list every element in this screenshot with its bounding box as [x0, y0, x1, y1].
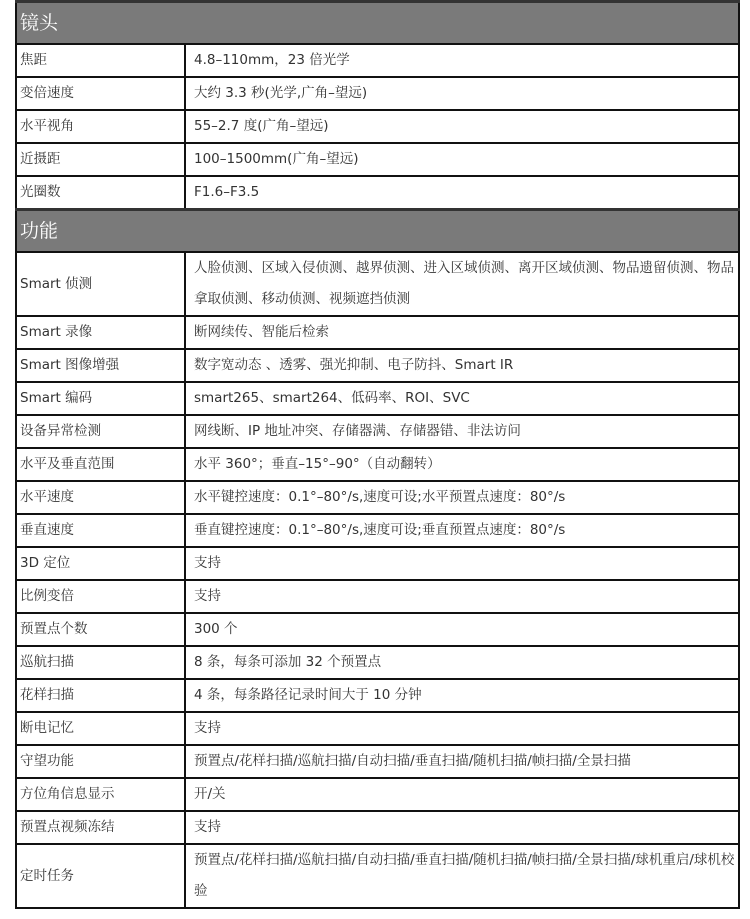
spec-key: 比例变倍 — [16, 580, 185, 613]
spec-value: 8 条，每条可添加 32 个预置点 — [185, 646, 739, 679]
section-title: 功能 — [16, 210, 739, 253]
spec-value: 预置点/花样扫描/巡航扫描/自动扫描/垂直扫描/随机扫描/帧扫描/全景扫描/球机重启/球机校验 — [185, 844, 739, 908]
spec-key: 3D 定位 — [16, 547, 185, 580]
spec-row — [16, 679, 739, 712]
spec-value: 预置点/花样扫描/巡航扫描/自动扫描/垂直扫描/随机扫描/帧扫描/全景扫描 — [185, 745, 739, 778]
spec-value: 垂直键控速度：0.1°–80°/s,速度可设;垂直预置点速度：80°/s — [185, 514, 739, 547]
spec-key: 焦距 — [16, 44, 185, 77]
spec-key: 方位角信息显示 — [16, 778, 185, 811]
spec-row — [16, 778, 739, 811]
spec-value: F1.6–F3.5 — [185, 176, 739, 210]
spec-row — [16, 110, 739, 143]
spec-row — [16, 514, 739, 547]
spec-key: 断电记忆 — [16, 712, 185, 745]
spec-key: 巡航扫描 — [16, 646, 185, 679]
spec-row — [16, 143, 739, 176]
spec-row — [16, 844, 739, 908]
section-header — [16, 2, 739, 45]
spec-row — [16, 580, 739, 613]
spec-key: 水平视角 — [16, 110, 185, 143]
spec-value: 支持 — [185, 580, 739, 613]
spec-value: 支持 — [185, 811, 739, 844]
section-header — [16, 210, 739, 253]
spec-value: 水平 360°；垂直–15°–90°（自动翻转） — [185, 448, 739, 481]
spec-value: 支持 — [185, 547, 739, 580]
spec-value: 人脸侦测、区域入侵侦测、越界侦测、进入区域侦测、离开区域侦测、物品遗留侦测、物品拿取侦测、移动侦测、视频遮挡侦测 — [185, 252, 739, 316]
spec-key: 守望功能 — [16, 745, 185, 778]
spec-key: 变倍速度 — [16, 77, 185, 110]
spec-row — [16, 349, 739, 382]
section-title: 镜头 — [16, 2, 739, 45]
spec-value: 4 条，每条路径记录时间大于 10 分钟 — [185, 679, 739, 712]
spec-row — [16, 176, 739, 210]
spec-key: 光圈数 — [16, 176, 185, 210]
spec-value: 水平键控速度：0.1°–80°/s,速度可设;水平预置点速度：80°/s — [185, 481, 739, 514]
spec-row — [16, 646, 739, 679]
spec-key: 水平速度 — [16, 481, 185, 514]
spec-value: 数字宽动态 、透雾、强光抑制、电子防抖、Smart IR — [185, 349, 739, 382]
spec-value: 100–1500mm(广角–望远) — [185, 143, 739, 176]
spec-key: 预置点个数 — [16, 613, 185, 646]
spec-row — [16, 415, 739, 448]
spec-row — [16, 547, 739, 580]
spec-table — [15, 0, 740, 909]
spec-key: Smart 侦测 — [16, 252, 185, 316]
spec-value: 4.8–110mm，23 倍光学 — [185, 44, 739, 77]
spec-value: 55–2.7 度(广角–望远) — [185, 110, 739, 143]
spec-row — [16, 77, 739, 110]
spec-row — [16, 481, 739, 514]
spec-key: 花样扫描 — [16, 679, 185, 712]
spec-key: 预置点视频冻结 — [16, 811, 185, 844]
spec-key: 近摄距 — [16, 143, 185, 176]
spec-key: 水平及垂直范围 — [16, 448, 185, 481]
spec-row — [16, 44, 739, 77]
spec-value: 300 个 — [185, 613, 739, 646]
spec-value: 支持 — [185, 712, 739, 745]
spec-row — [16, 382, 739, 415]
spec-key: Smart 录像 — [16, 316, 185, 349]
spec-row — [16, 811, 739, 844]
spec-value: 断网续传、智能后检索 — [185, 316, 739, 349]
spec-row — [16, 316, 739, 349]
spec-key: Smart 编码 — [16, 382, 185, 415]
spec-row — [16, 613, 739, 646]
spec-key: 垂直速度 — [16, 514, 185, 547]
spec-row — [16, 448, 739, 481]
spec-value: 开/关 — [185, 778, 739, 811]
spec-value: 大约 3.3 秒(光学,广角–望远) — [185, 77, 739, 110]
spec-key: 设备异常检测 — [16, 415, 185, 448]
spec-key: 定时任务 — [16, 844, 185, 908]
spec-value: smart265、smart264、低码率、ROI、SVC — [185, 382, 739, 415]
spec-row — [16, 745, 739, 778]
spec-key: Smart 图像增强 — [16, 349, 185, 382]
spec-row — [16, 712, 739, 745]
spec-row — [16, 252, 739, 316]
spec-value: 网线断、IP 地址冲突、存储器满、存储器错、非法访问 — [185, 415, 739, 448]
